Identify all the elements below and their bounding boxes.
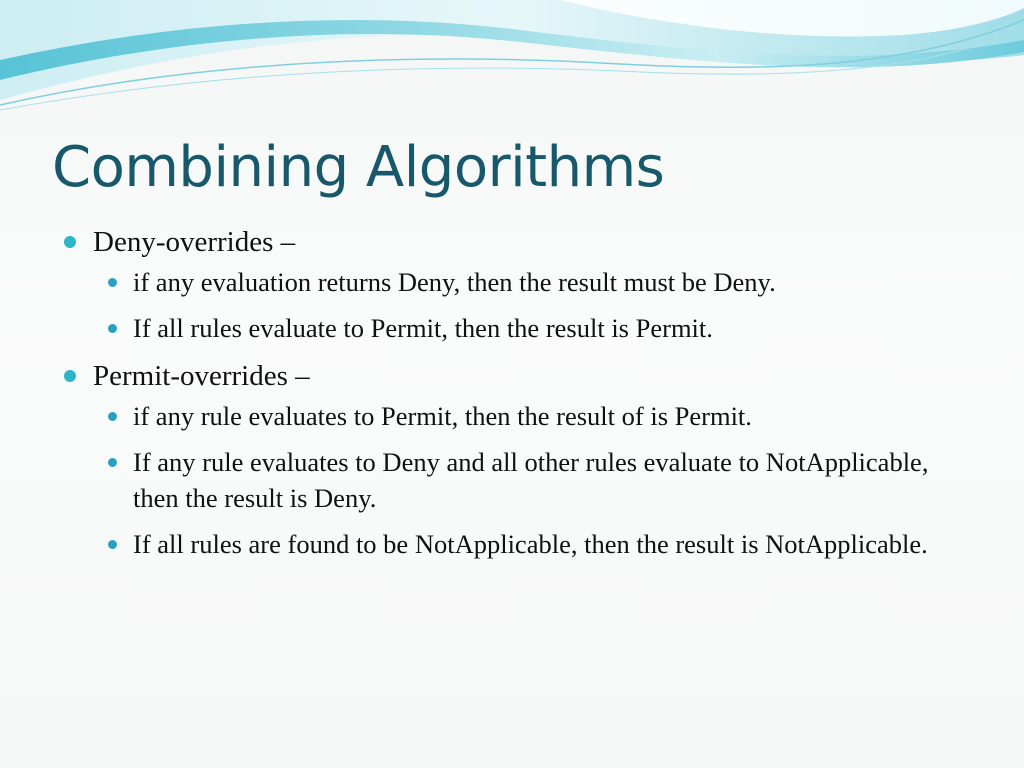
bullet-text: if any rule evaluates to Permit, then the result of is Permit.	[133, 401, 752, 431]
bullet-dot-icon	[108, 458, 117, 467]
section-permit-overrides	[60, 356, 980, 562]
bullet-text: If any rule evaluates to Deny and all other rules evaluate to NotApplicable, then the result is Deny.	[133, 447, 929, 513]
bullet-dot-icon	[108, 324, 117, 333]
bullet-level2	[60, 444, 963, 516]
bullet-text: If all rules evaluate to Permit, then the result is Permit.	[133, 313, 713, 343]
bullet-dot-icon	[64, 236, 76, 248]
bullet-level2	[60, 526, 963, 562]
bullet-text: if any evaluation returns Deny, then the result must be Deny.	[133, 267, 776, 297]
bullet-dot-icon	[108, 540, 117, 549]
section-heading: Deny-overrides –	[93, 226, 296, 258]
sub-bullet-list	[60, 398, 980, 562]
bullet-dot-icon	[108, 412, 117, 421]
bullet-level1	[60, 222, 980, 262]
slide-title: Combining Algorithms	[52, 135, 665, 200]
bullet-level2	[60, 398, 963, 434]
bullet-level1	[60, 356, 980, 396]
bullet-dot-icon	[108, 278, 117, 287]
bullet-level2	[60, 310, 963, 346]
section-deny-overrides	[60, 222, 980, 346]
bullet-level2	[60, 264, 963, 300]
bullet-text: If all rules are found to be NotApplicable, then the result is NotApplicable.	[133, 529, 928, 559]
slide-content	[60, 220, 980, 572]
decorative-wave-header	[0, 0, 1024, 120]
section-heading: Permit-overrides –	[93, 360, 310, 392]
sub-bullet-list	[60, 264, 980, 346]
bullet-dot-icon	[64, 370, 76, 382]
